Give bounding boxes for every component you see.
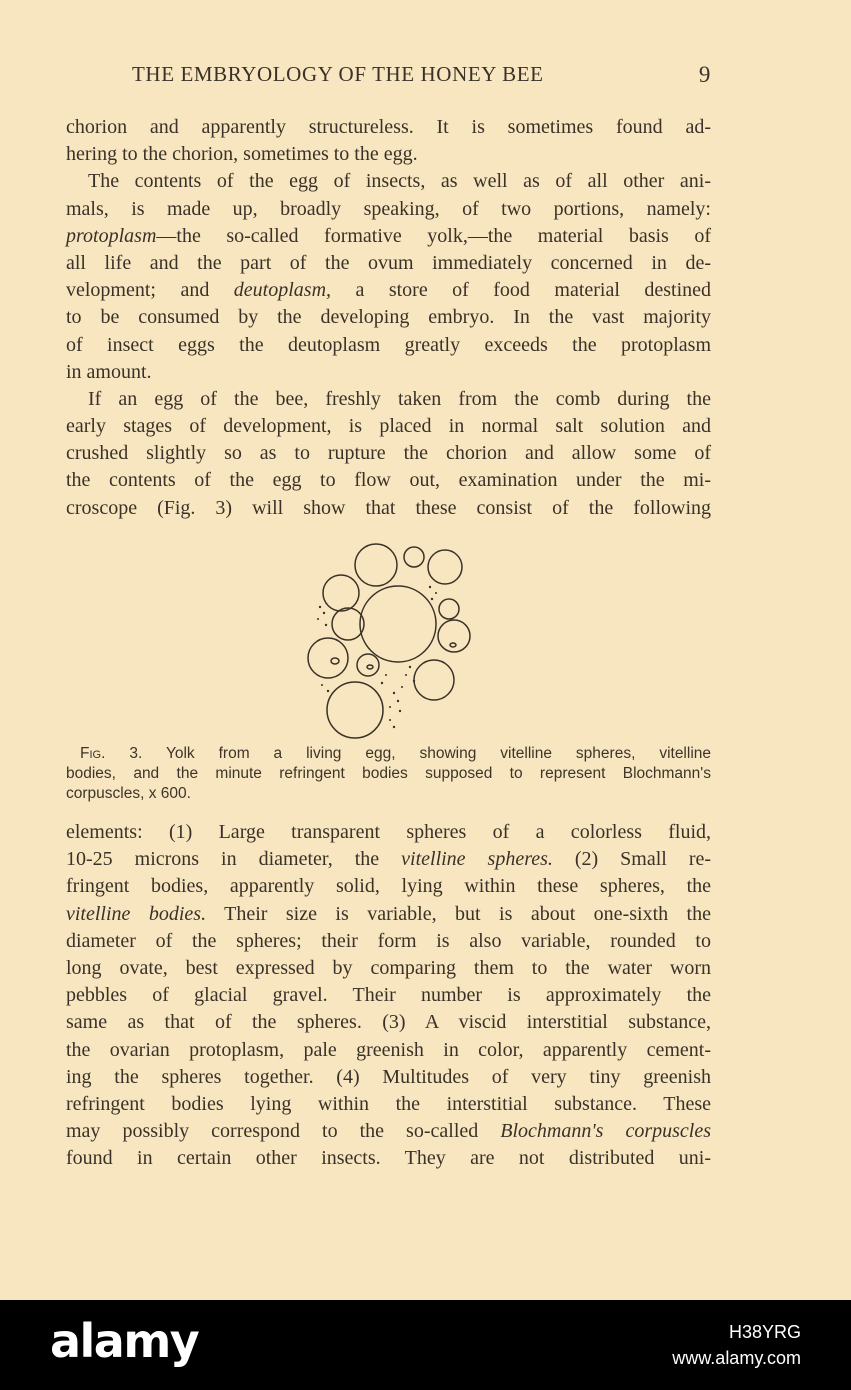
vitelline-sphere (360, 586, 436, 662)
text-line: croscope (Fig. 3) will show that these consist of the following (66, 496, 711, 519)
text-line: of insect eggs the deutoplasm greatly exceeds the protoplasm (66, 333, 711, 356)
image-code: H38YRG (728, 1322, 801, 1342)
text-line: fringent bodies, apparently solid, lying within these spheres, the (66, 875, 711, 898)
text-line: hering to the chorion, sometimes to the egg. (66, 143, 418, 166)
vitelline-sphere (327, 682, 383, 738)
text-line: the ovarian protoplasm, pale greenish in color, apparently cement- (66, 1038, 711, 1061)
text-line: The contents of the egg of insects, as well as of all other ani- (88, 170, 711, 193)
term-vitelline-bodies: vitelline bodies. (66, 902, 207, 925)
watermark-url: www.alamy.com (672, 1348, 801, 1368)
term-vitelline-spheres: vitelline spheres. (401, 848, 553, 871)
vitelline-sphere (414, 660, 454, 700)
caption-line: bodies, and the minute refringent bodies supposed to represent Blochmann's (66, 765, 711, 782)
text-line: found in certain other insects. They are not distributed uni- (66, 1147, 711, 1170)
body-text-top (66, 114, 711, 522)
vitelline-sphere (404, 547, 424, 567)
text-line: to be consumed by the developing embryo. In the vast majority (66, 306, 711, 329)
figure-label: Fig. 3. (80, 745, 143, 762)
text-line: ing the spheres together. (4) Multitudes of very tiny greenish (66, 1065, 711, 1088)
text-line: 10-25 microns in diameter, the vitelline spheres. (2) Small re- (66, 848, 712, 871)
text-line: diameter of the spheres; their form is also variable, rounded to (66, 929, 711, 952)
vitelline-sphere (323, 575, 359, 611)
caption-line: corpuscles, x 600. (66, 785, 191, 802)
vitelline-sphere (439, 599, 459, 619)
text-line: crushed slightly so as to rupture the chorion and allow some of (66, 442, 711, 465)
yolk-figure (290, 535, 490, 745)
text-line: If an egg of the bee, freshly taken from the comb during the (88, 387, 711, 410)
text-line: the contents of the egg to flow out, examination under the mi- (66, 469, 711, 492)
running-header (66, 62, 711, 92)
figure-caption (66, 744, 711, 804)
term-blochmanns-corpuscles: Blochmann's corpuscles (500, 1120, 711, 1143)
vitelline-body (331, 658, 339, 664)
text-line: protoplasm—the so-called formative yolk,—the material basis of (66, 224, 711, 247)
text-line: refringent bodies lying within the interstitial substance. These (66, 1092, 711, 1115)
text-line: elements: (1) Large transparent spheres of a colorless fluid, (66, 821, 711, 843)
text-line: chorion and apparently structureless. It is sometimes found ad- (66, 116, 711, 138)
text-line: in amount. (66, 360, 152, 383)
running-title: THE EMBRYOLOGY OF THE HONEY BEE (132, 62, 544, 86)
text-line: vitelline bodies. Their size is variable, but is about one-sixth the (66, 902, 711, 925)
text-line: all life and the part of the ovum immediately concerned in de- (66, 251, 711, 274)
text-line: same as that of the spheres. (3) A viscid interstitial substance, (66, 1011, 711, 1034)
vitelline-body (450, 643, 456, 647)
text-line: velopment; and deutoplasm, a store of food material destined (66, 279, 712, 302)
text-line: long ovate, best expressed by comparing them to the water worn (66, 956, 711, 979)
text-line: mals, is made up, broadly speaking, of two portions, namely: (66, 197, 711, 220)
vitelline-sphere (355, 544, 397, 586)
caption-line: Fig. 3. Yolk from a living egg, showing vitelline spheres, vitelline (80, 745, 712, 762)
vitelline-sphere (428, 550, 462, 584)
vitelline-body (367, 665, 373, 669)
watermark-bar (0, 1300, 851, 1390)
alamy-logo: alamy (50, 1314, 199, 1368)
vitelline-sphere (308, 638, 348, 678)
term-protoplasm: protoplasm (66, 224, 157, 247)
body-text-bottom (66, 819, 711, 1172)
page-number: 9 (698, 62, 711, 87)
text-line: may possibly correspond to the so-called Blochmann's corpuscles (66, 1120, 711, 1143)
refringent-bodies (317, 586, 437, 728)
text-line: pebbles of glacial gravel. Their number is approximately the (66, 984, 711, 1007)
text-line: early stages of development, is placed in normal salt solution and (66, 415, 711, 438)
term-deutoplasm: deutoplasm, (233, 279, 332, 302)
vitelline-sphere (332, 608, 364, 640)
